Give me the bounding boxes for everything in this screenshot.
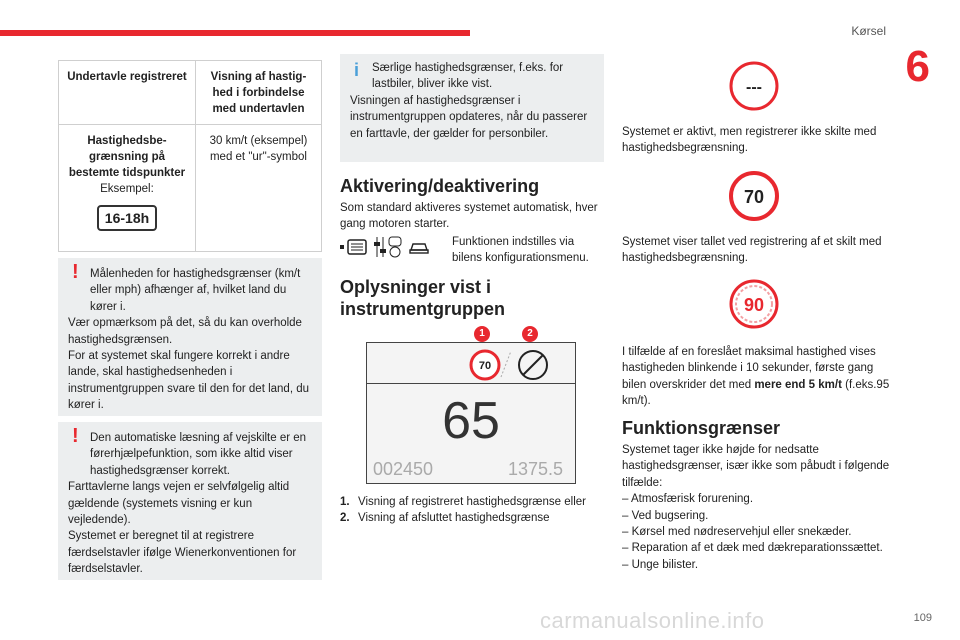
note-text: Visningen af hastighedsgrænser i instrumentgruppen opdateres, når du passerer en farttavle, der gælder for personbiler.	[350, 94, 588, 140]
paragraph-text: I tilfælde af en foreslået maksimal hastighed vises hastigheden blinkende i 10 sekunder, første gang bilen overskrider det med	[622, 346, 876, 391]
table-cell: 30 km/t (eksempel) med et "ur"-symbol	[209, 135, 308, 163]
callout-badge: 2	[522, 326, 538, 342]
trip-meter: 1375.5	[507, 459, 563, 479]
list-text: Visning af registreret hastighedsgrænse eller	[358, 496, 586, 508]
time-subsign: 16-18h	[97, 205, 157, 231]
paragraph: Funktionen indstilles via bilens konfigurationsmenu.	[452, 236, 589, 265]
paragraph	[622, 442, 892, 573]
cluster-signs	[367, 343, 577, 383]
speed-sign-70-icon	[728, 170, 780, 222]
paragraph-emphasis: mere end 5 km/t	[754, 378, 842, 391]
speed-readout: 65	[442, 392, 500, 450]
subsign-table	[58, 60, 322, 252]
speed-limit-value: 70	[478, 360, 492, 372]
list-item: – Atmosfærisk forurening.	[622, 493, 754, 506]
legend-list	[340, 494, 600, 527]
section-heading: Aktivering/deaktivering	[340, 176, 540, 196]
list-number: 2.	[340, 512, 350, 525]
warning-icon: !	[72, 425, 79, 447]
header-accent-bar	[0, 30, 470, 36]
row-example: Eksempel:	[100, 183, 154, 195]
table-header-cell: Undertavle registreret	[59, 61, 196, 124]
table-header-row	[59, 61, 321, 125]
paragraph: Systemet viser tallet ved registrering af et skilt med hastighedsbegrænsning.	[622, 236, 882, 265]
note-text: Vær opmærksom på det, så du kan overholde hastighedsgrænsen.	[68, 317, 302, 346]
cluster-divider	[367, 383, 575, 384]
warning-icon: !	[72, 261, 79, 283]
watermark: carmanualsonline.info	[540, 608, 765, 633]
odometer: 002450	[373, 459, 434, 479]
car-icon	[408, 239, 430, 255]
svg-text:---: ---	[746, 79, 762, 96]
list-number: 1.	[340, 496, 350, 508]
section-title: Kørsel	[851, 24, 886, 38]
note-text: Systemet er beregnet til at registrere færdselstavler ifølge Wienerkonventionen for færdselstavler.	[68, 530, 297, 576]
note-text: Særlige hastighedsgrænser, f.eks. for lastbiler, bliver ikke vist.	[372, 62, 564, 91]
paragraph: Som standard aktiveres systemet automatisk, hver gang motoren starter.	[340, 202, 598, 231]
note-text: Farttavlerne langs vejen er selvfølgelig altid gældende (systemets visning er kun vejledende).	[68, 481, 290, 527]
table-row	[59, 125, 321, 252]
instrument-cluster	[366, 342, 576, 484]
row-label: Hastighedsbe-grænsning på bestemte tidspunkter	[68, 135, 186, 179]
table-header-cell: Visning af hastig-hed i forbindelse med undertavlen	[210, 71, 307, 115]
svg-text:70: 70	[743, 187, 765, 207]
section-heading: Funktionsgrænser	[622, 418, 781, 438]
page-number: 109	[913, 612, 932, 624]
paragraph	[622, 344, 892, 410]
menu-icons	[340, 236, 430, 258]
chapter-number: 6	[905, 42, 930, 91]
list-item: – Reparation af et dæk med dækreparationssættet.	[622, 542, 883, 555]
callout-badge: 1	[474, 326, 490, 342]
blinking-speed-sign-90-icon	[728, 278, 780, 330]
list-item: – Ved bugsering.	[622, 509, 709, 522]
no-sign-detected-icon	[728, 60, 780, 112]
list-text: Visning af afsluttet hastighedsgrænse	[358, 512, 550, 525]
paragraph-text: (f.eks.95 km/t).	[622, 378, 890, 408]
note-text: Den automatiske læsning af vejskilte er en førerhjælpefunktion, som ikke altid viser hastighedsgrænser korrekt.	[90, 432, 307, 477]
info-icon: i	[354, 60, 360, 80]
list-item: – Unge bilister.	[622, 558, 699, 571]
list-item	[340, 494, 600, 510]
section-heading: Oplysninger vist i instrumentgruppen	[340, 277, 505, 319]
list-item	[340, 510, 600, 526]
paragraph: Systemet er aktivt, men registrerer ikke skilte med hastighedsbegrænsning.	[622, 126, 877, 155]
warning-note	[58, 422, 322, 580]
touchscreen-menu-icon	[340, 239, 368, 255]
settings-sliders-icon	[373, 236, 403, 258]
svg-text:90: 90	[743, 295, 765, 315]
list-item: – Kørsel med nødreservehjul eller snekæder.	[622, 526, 852, 539]
table-cell	[59, 125, 196, 252]
paragraph-text: Systemet tager ikke højde for nedsatte hastighedsgrænser, især ikke som påbudt i følgende tilfælde:	[622, 444, 890, 489]
info-note	[340, 54, 604, 162]
warning-note	[58, 258, 322, 416]
note-text: For at systemet skal fungere korrekt i andre lande, skal hastighedsenheden i instrumentgruppen svare til den for det land, du kører i.	[68, 350, 310, 412]
note-text: Målenheden for hastighedsgrænser (km/t eller mph) afhænger af, hvilket land du kører i.	[90, 268, 301, 313]
